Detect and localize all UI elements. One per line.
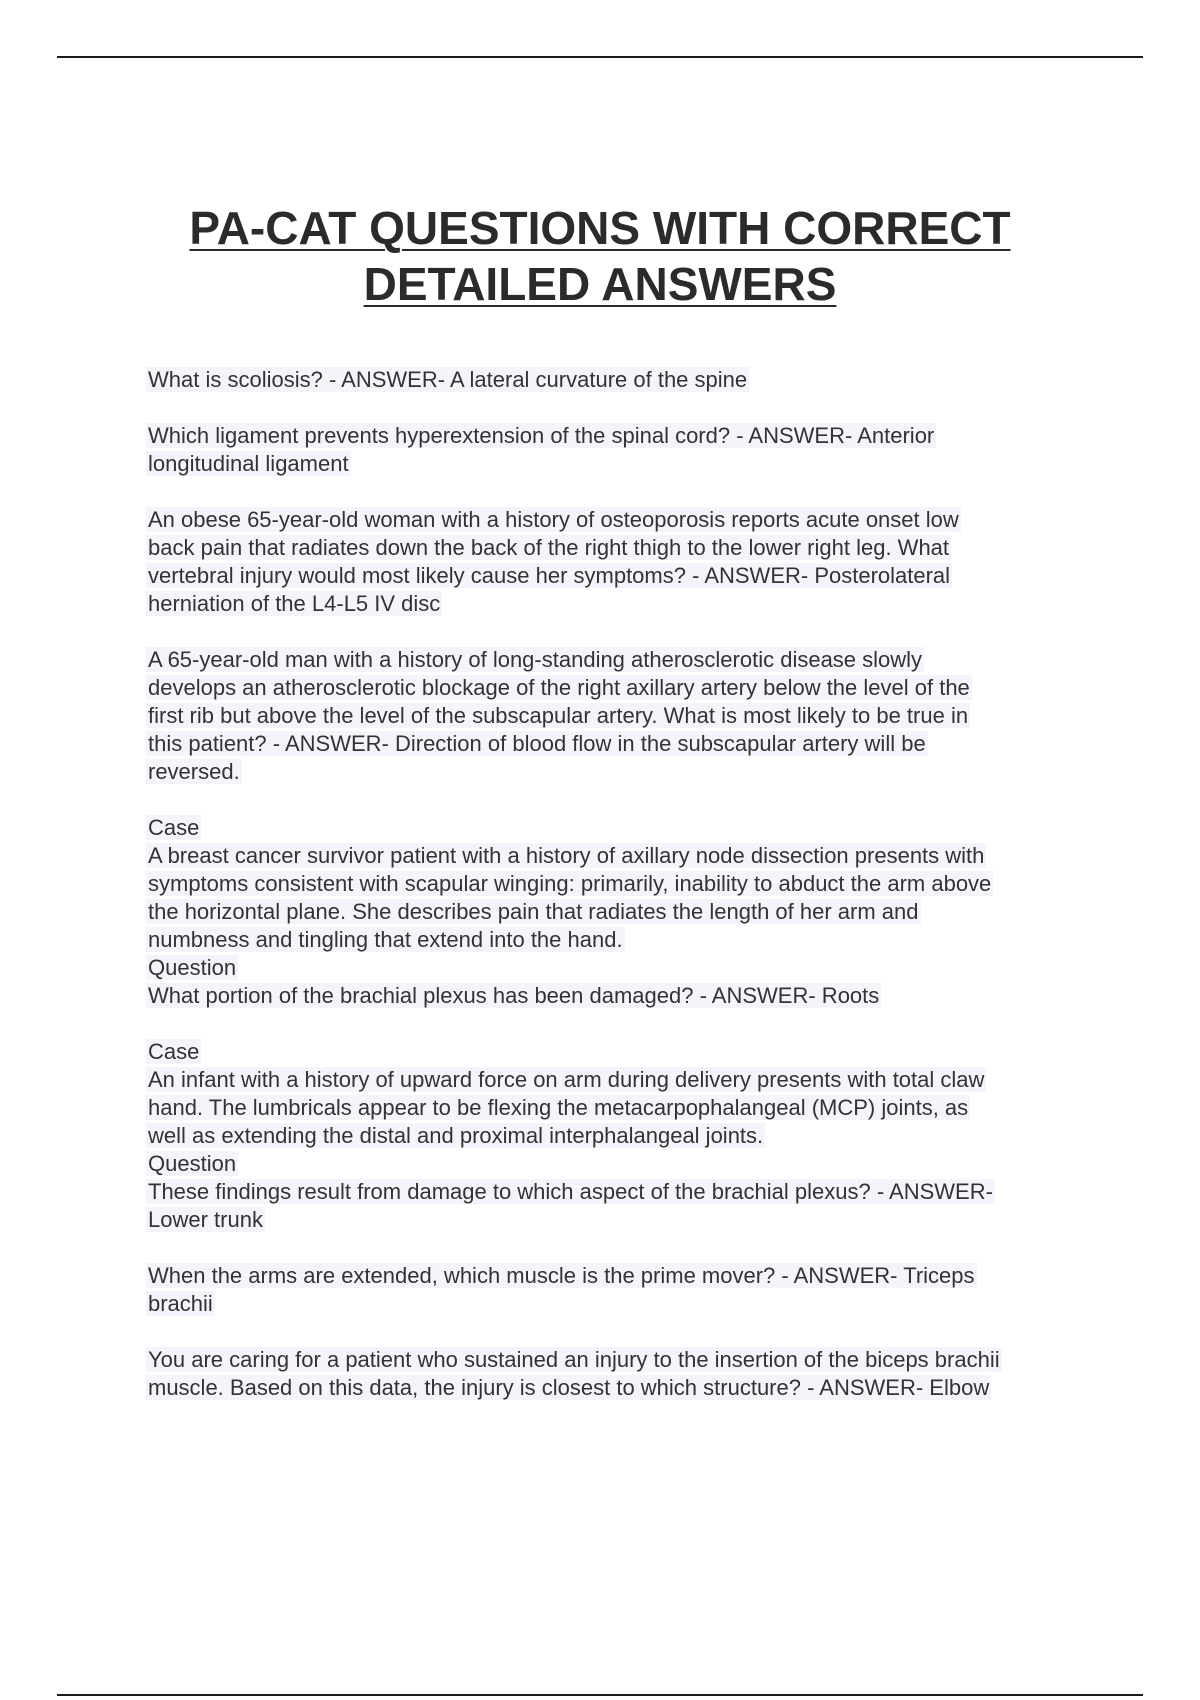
- footer-rule: [57, 1694, 1143, 1696]
- qa-line: [146, 422, 1086, 450]
- qa-line: [146, 1346, 1086, 1374]
- qa-line-text: An obese 65-year-old woman with a history of osteoporosis reports acute onset low: [148, 507, 959, 532]
- qa-item: [146, 646, 1086, 786]
- qa-line-text: A 65-year-old man with a history of long-standing atherosclerotic disease slowly: [148, 647, 923, 672]
- qa-line: [146, 758, 1086, 786]
- qa-line-text: develops an atherosclerotic blockage of the right axillary artery below the level of the: [148, 675, 970, 700]
- qa-line-text: An infant with a history of upward force on arm during delivery presents with total claw: [148, 1067, 985, 1092]
- qa-line: [146, 1178, 1086, 1206]
- qa-line-text: Question: [148, 1151, 237, 1176]
- qa-line: [146, 898, 1086, 926]
- qa-line-text: herniation of the L4-L5 IV disc: [148, 591, 441, 616]
- qa-line-text: brachii: [148, 1291, 213, 1316]
- qa-line-text: Which ligament prevents hyperextension of the spinal cord? - ANSWER- Anterior: [148, 423, 935, 448]
- qa-line-text: muscle. Based on this data, the injury is closest to which structure? - ANSWER- Elbow: [148, 1375, 990, 1400]
- qa-line-text: the horizontal plane. She describes pain that radiates the length of her arm and: [148, 899, 919, 924]
- qa-item: [146, 1346, 1086, 1402]
- qa-line: [146, 646, 1086, 674]
- qa-line-text: Case: [148, 815, 200, 840]
- qa-line-text: When the arms are extended, which muscle is the prime mover? - ANSWER- Triceps: [148, 1263, 975, 1288]
- qa-line-text: longitudinal ligament: [148, 451, 349, 476]
- qa-line: [146, 1374, 1086, 1402]
- title-line-2: DETAILED ANSWERS: [363, 258, 837, 310]
- qa-line: [146, 1206, 1086, 1234]
- qa-item: [146, 814, 1086, 1010]
- qa-line-text: What portion of the brachial plexus has been damaged? - ANSWER- Roots: [148, 983, 880, 1008]
- qa-line-text: What is scoliosis? - ANSWER- A lateral curvature of the spine: [148, 367, 748, 392]
- qa-line-text: A breast cancer survivor patient with a history of axillary node dissection presents with: [148, 843, 985, 868]
- qa-line: [146, 366, 1086, 394]
- qa-line: [146, 730, 1086, 758]
- qa-item: [146, 366, 1086, 394]
- qa-line: [146, 1038, 1086, 1066]
- qa-line-text: first rib but above the level of the subscapular artery. What is most likely to be true in: [148, 703, 969, 728]
- qa-line: [146, 870, 1086, 898]
- qa-line: [146, 1290, 1086, 1318]
- qa-line-text: numbness and tingling that extend into the hand.: [148, 927, 623, 952]
- qa-item: [146, 1038, 1086, 1234]
- qa-line: [146, 702, 1086, 730]
- header-rule: [57, 56, 1143, 58]
- qa-line-text: this patient? - ANSWER- Direction of blood flow in the subscapular artery will be: [148, 731, 926, 756]
- qa-line: [146, 674, 1086, 702]
- qa-line: [146, 926, 1086, 954]
- qa-item: [146, 422, 1086, 478]
- qa-line-text: These findings result from damage to which aspect of the brachial plexus? - ANSWER-: [148, 1179, 993, 1204]
- qa-line: [146, 1262, 1086, 1290]
- qa-line-text: reversed.: [148, 759, 240, 784]
- qa-line-text: hand. The lumbricals appear to be flexing the metacarpophalangeal (MCP) joints, as: [148, 1095, 969, 1120]
- qa-line: [146, 1122, 1086, 1150]
- qa-line: [146, 954, 1086, 982]
- qa-line-text: symptoms consistent with scapular winging: primarily, inability to abduct the arm above: [148, 871, 992, 896]
- qa-list: [146, 366, 1086, 1430]
- qa-line: [146, 450, 1086, 478]
- qa-line: [146, 842, 1086, 870]
- qa-line: [146, 590, 1086, 618]
- qa-line: [146, 534, 1086, 562]
- qa-line: [146, 982, 1086, 1010]
- qa-line-text: Case: [148, 1039, 200, 1064]
- qa-item: [146, 1262, 1086, 1318]
- qa-line-text: vertebral injury would most likely cause her symptoms? - ANSWER- Posterolateral: [148, 563, 951, 588]
- qa-line: [146, 1150, 1086, 1178]
- qa-line: [146, 814, 1086, 842]
- qa-line: [146, 1066, 1086, 1094]
- qa-line: [146, 506, 1086, 534]
- qa-line-text: Question: [148, 955, 237, 980]
- qa-item: [146, 506, 1086, 618]
- qa-line-text: back pain that radiates down the back of the right thigh to the lower right leg. What: [148, 535, 950, 560]
- qa-line-text: You are caring for a patient who sustained an injury to the insertion of the biceps brachii: [148, 1347, 1000, 1372]
- qa-line-text: well as extending the distal and proximal interphalangeal joints.: [148, 1123, 764, 1148]
- qa-line-text: Lower trunk: [148, 1207, 263, 1232]
- qa-line: [146, 1094, 1086, 1122]
- document-title: [100, 200, 1100, 312]
- title-line-1: PA-CAT QUESTIONS WITH CORRECT: [189, 202, 1011, 254]
- qa-line: [146, 562, 1086, 590]
